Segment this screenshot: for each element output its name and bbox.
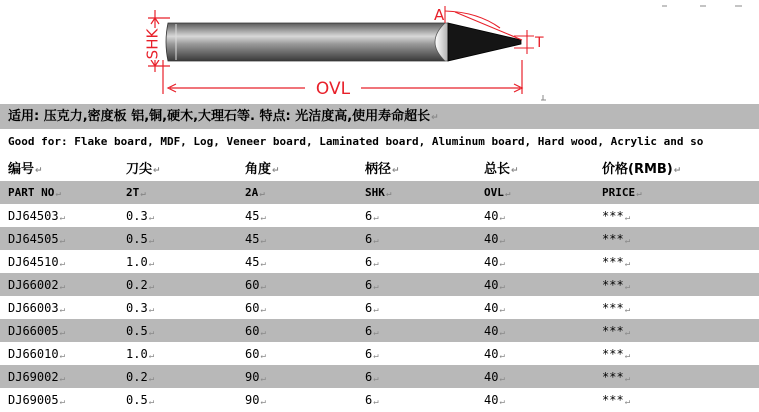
table-cell — [0, 181, 118, 204]
application-note-zh — [0, 104, 759, 129]
paragraph-mark: ↵ — [59, 258, 65, 269]
cell-text: 60 — [245, 323, 260, 338]
cell-text: *** — [602, 346, 624, 361]
paragraph-mark: ↵ — [373, 258, 379, 269]
table-cell — [237, 342, 357, 365]
cell-text: 60 — [245, 346, 260, 361]
paragraph-mark: ↵ — [59, 235, 65, 246]
table-cell — [0, 388, 118, 411]
cell-text: 0.2 — [126, 369, 148, 384]
table-row — [0, 227, 759, 250]
table-cell — [476, 319, 594, 342]
paragraph-mark: ↵ — [59, 350, 65, 361]
table-cell — [357, 296, 476, 319]
paragraph-mark: ↵ — [260, 396, 266, 407]
table-row — [0, 365, 759, 388]
table-row — [0, 250, 759, 273]
table-cell — [357, 154, 476, 181]
paragraph-mark: ↵ — [59, 373, 65, 384]
table-cell — [0, 250, 118, 273]
cell-text: DJ64510 — [8, 254, 59, 269]
paragraph-mark: ↵ — [148, 212, 155, 223]
table-header-zh — [0, 154, 759, 181]
table-cell — [476, 365, 594, 388]
paragraph-mark: ↵ — [624, 235, 631, 246]
cell-text: 1.0 — [126, 346, 148, 361]
tool-diagram — [0, 0, 759, 104]
paragraph-mark: ↵ — [55, 189, 61, 199]
cell-text: 40 — [484, 208, 499, 223]
cell-text: *** — [602, 231, 624, 246]
paragraph-mark: ↵ — [148, 373, 155, 384]
table-cell — [357, 342, 476, 365]
cell-text: DJ66003 — [8, 300, 59, 315]
table-row — [0, 273, 759, 296]
table-cell — [357, 227, 476, 250]
cell-text: 60 — [245, 300, 260, 315]
tool-shank — [166, 23, 445, 61]
table-cell — [118, 342, 237, 365]
paragraph-mark: ↵ — [499, 373, 505, 384]
cell-text: 40 — [484, 323, 499, 338]
table-cell — [118, 319, 237, 342]
table-cell — [118, 154, 237, 181]
cell-text: 90 — [245, 369, 260, 384]
paragraph-mark: ↵ — [499, 212, 505, 223]
paragraph-mark: ↵ — [504, 189, 511, 199]
cell-text: 2T — [126, 186, 140, 199]
cell-text: DJ64503 — [8, 208, 59, 223]
table-cell — [357, 388, 476, 411]
paragraph-mark: ↵ — [624, 281, 631, 292]
table-cell — [118, 204, 237, 227]
table-cell — [118, 250, 237, 273]
cell-text: 1.0 — [126, 254, 148, 269]
paragraph-mark: ↵ — [499, 281, 505, 292]
table-row — [0, 388, 759, 411]
cell-text: 45 — [245, 208, 260, 223]
table-cell — [357, 273, 476, 296]
paragraph-mark: ↵ — [673, 166, 682, 176]
paragraph-mark: ↵ — [392, 166, 400, 176]
tip-label: T — [535, 35, 544, 51]
cell-text: 0.2 — [126, 277, 148, 292]
paragraph-mark: ↵ — [260, 258, 266, 269]
table-cell — [594, 319, 759, 342]
paragraph-mark: ↵ — [148, 327, 155, 338]
cell-text: *** — [602, 323, 624, 338]
paragraph-mark: ↵ — [59, 396, 65, 407]
table-row — [0, 204, 759, 227]
paragraph-mark: ↵ — [59, 327, 65, 338]
table-cell — [357, 365, 476, 388]
cell-text: 40 — [484, 346, 499, 361]
application-text-en: Good for: Flake board, MDF, Log, Veneer board, Laminated board, Aluminum board, Hard wood, Acrylic and so — [8, 135, 704, 148]
table-cell — [476, 154, 594, 181]
paragraph-mark: ↵ — [373, 281, 379, 292]
cell-text: 60 — [245, 277, 260, 292]
paragraph-mark: ↵ — [259, 189, 265, 199]
cell-text: 2A — [245, 186, 259, 199]
paragraph-mark: ↵ — [511, 166, 519, 176]
cell-text: 角度 — [245, 162, 272, 177]
table-cell — [237, 319, 357, 342]
table-cell — [237, 296, 357, 319]
table-cell — [594, 273, 759, 296]
cell-text: DJ66005 — [8, 323, 59, 338]
table-cell — [0, 154, 118, 181]
cell-text: *** — [602, 277, 624, 292]
table-cell — [357, 204, 476, 227]
cell-text: 6 — [365, 346, 373, 361]
paragraph-mark: ↵ — [624, 327, 631, 338]
table-cell — [594, 204, 759, 227]
spec-table — [0, 154, 759, 411]
cell-text: SHK — [365, 186, 385, 199]
length-label: OVL — [315, 79, 351, 99]
table-cell — [118, 365, 237, 388]
table-cell — [237, 154, 357, 181]
table-cell — [237, 388, 357, 411]
cell-text: DJ69005 — [8, 392, 59, 407]
table-cell — [118, 227, 237, 250]
cell-text: 45 — [245, 254, 260, 269]
paragraph-mark: ↵ — [624, 350, 631, 361]
paragraph-mark: ↵ — [624, 212, 631, 223]
paragraph-mark: ↵ — [373, 396, 379, 407]
cell-text: *** — [602, 208, 624, 223]
table-cell — [594, 181, 759, 204]
cell-text: PART NO — [8, 186, 55, 199]
cell-text: DJ64505 — [8, 231, 59, 246]
table-header-en — [0, 181, 759, 204]
table-cell — [594, 250, 759, 273]
paragraph-mark: ↵ — [624, 396, 631, 407]
cell-text: 价格(RMB) — [602, 162, 673, 177]
table-cell — [476, 181, 594, 204]
table-cell — [237, 250, 357, 273]
tool-tip — [448, 23, 521, 61]
table-cell — [0, 296, 118, 319]
paragraph-mark: ↵ — [148, 304, 155, 315]
paragraph-mark: ↵ — [624, 373, 631, 384]
table-cell — [237, 204, 357, 227]
cell-text: 6 — [365, 231, 373, 246]
cell-text: 0.3 — [126, 208, 148, 223]
paragraph-mark: ↵ — [499, 304, 505, 315]
table-cell — [594, 296, 759, 319]
cell-text: 刀尖 — [126, 162, 153, 177]
table-cell — [476, 250, 594, 273]
paragraph-mark: ↵ — [272, 166, 280, 176]
table-cell — [118, 273, 237, 296]
table-cell — [118, 296, 237, 319]
table-cell — [237, 181, 357, 204]
paragraph-mark: ↵ — [499, 235, 505, 246]
paragraph-mark: ↵ — [385, 189, 392, 199]
cell-text: *** — [602, 300, 624, 315]
paragraph-mark: ↵ — [148, 258, 155, 269]
cell-text: 总长 — [484, 162, 511, 177]
paragraph-mark: ↵ — [148, 396, 155, 407]
cell-text: 40 — [484, 277, 499, 292]
paragraph-mark: ↵ — [140, 189, 146, 199]
paragraph-mark: ↵ — [260, 281, 266, 292]
table-cell — [357, 250, 476, 273]
table-cell — [0, 365, 118, 388]
paragraph-mark: ↵ — [499, 350, 505, 361]
cell-text: *** — [602, 254, 624, 269]
application-text-zh: 适用: 压克力,密度板 铝,铜,硬木,大理石等. 特点: 光洁度高,使用寿命超长 — [8, 109, 431, 124]
paragraph-mark: ↵ — [499, 258, 505, 269]
table-cell — [0, 227, 118, 250]
cell-text: PRICE — [602, 186, 636, 199]
cell-text: 6 — [365, 254, 373, 269]
table-cell — [476, 296, 594, 319]
angle-label: A — [434, 6, 445, 24]
paragraph-mark: ↵ — [59, 281, 65, 292]
cell-text: 40 — [484, 300, 499, 315]
application-note-en — [0, 129, 759, 154]
cell-text: 40 — [484, 392, 499, 407]
table-cell — [594, 365, 759, 388]
cell-text: OVL — [484, 186, 504, 199]
cell-text: 90 — [245, 392, 260, 407]
paragraph-mark: ↵ — [373, 373, 379, 384]
paragraph-mark: ↵ — [624, 304, 631, 315]
table-cell — [594, 388, 759, 411]
table-cell — [476, 342, 594, 365]
cell-text: 6 — [365, 392, 373, 407]
paragraph-mark: ↵ — [260, 235, 266, 246]
table-cell — [357, 181, 476, 204]
table-cell — [0, 342, 118, 365]
paragraph-mark: ↵ — [148, 281, 155, 292]
cell-text: 编号 — [8, 162, 35, 177]
table-row — [0, 296, 759, 319]
paragraph-mark: ↵ — [373, 327, 379, 338]
cell-text: 6 — [365, 369, 373, 384]
cell-text: 6 — [365, 323, 373, 338]
table-row — [0, 319, 759, 342]
paragraph-mark: ↵ — [148, 350, 155, 361]
paragraph-mark: ↵ — [148, 235, 155, 246]
paragraph-mark: ↵ — [260, 350, 266, 361]
paragraph-mark: ↵ — [373, 350, 379, 361]
paragraph-mark: ↵ — [499, 396, 505, 407]
cell-text: 40 — [484, 254, 499, 269]
cell-text: 40 — [484, 231, 499, 246]
cell-text: 0.5 — [126, 392, 148, 407]
table-cell — [357, 319, 476, 342]
cell-text: *** — [602, 392, 624, 407]
cell-text: 6 — [365, 208, 373, 223]
table-cell — [594, 154, 759, 181]
table-cell — [476, 388, 594, 411]
paragraph-mark: ↵ — [59, 212, 65, 223]
paragraph-mark: ↵ — [624, 258, 631, 269]
paragraph-mark: ↵ — [373, 235, 379, 246]
paragraph-mark: ↵ — [59, 304, 65, 315]
paragraph-mark: ↵ — [260, 373, 266, 384]
cell-text: 0.3 — [126, 300, 148, 315]
table-cell — [594, 342, 759, 365]
cell-text: 0.5 — [126, 323, 148, 338]
cell-text: DJ66010 — [8, 346, 59, 361]
table-cell — [118, 181, 237, 204]
table-cell — [237, 227, 357, 250]
paragraph-mark: ↵ — [260, 327, 266, 338]
paragraph-mark: ↵ — [373, 304, 379, 315]
table-cell — [118, 388, 237, 411]
table-cell — [594, 227, 759, 250]
cell-text: 45 — [245, 231, 260, 246]
paragraph-mark: ↵ — [373, 212, 379, 223]
paragraph-mark: ↵ — [260, 304, 266, 315]
table-cell — [237, 365, 357, 388]
paragraph-mark: ↵ — [431, 113, 439, 123]
table-cell — [0, 204, 118, 227]
cell-text: 6 — [365, 300, 373, 315]
table-row — [0, 342, 759, 365]
paragraph-mark: ↵ — [153, 166, 161, 176]
table-cell — [476, 227, 594, 250]
paragraph-mark: ↵ — [260, 212, 266, 223]
paragraph-mark: ↵ — [636, 189, 642, 199]
paragraph-mark: ↵ — [35, 166, 43, 176]
cell-text: *** — [602, 369, 624, 384]
table-cell — [476, 273, 594, 296]
cell-text: 6 — [365, 277, 373, 292]
table-cell — [0, 273, 118, 296]
cell-text: 40 — [484, 369, 499, 384]
table-cell — [0, 319, 118, 342]
cell-text: DJ69002 — [8, 369, 59, 384]
table-cell — [476, 204, 594, 227]
cell-text: DJ66002 — [8, 277, 59, 292]
cell-text: 0.5 — [126, 231, 148, 246]
table-cell — [237, 273, 357, 296]
shank-label: SHK — [143, 28, 162, 60]
cell-text: 柄径 — [365, 162, 392, 177]
paragraph-mark: ↵ — [499, 327, 505, 338]
